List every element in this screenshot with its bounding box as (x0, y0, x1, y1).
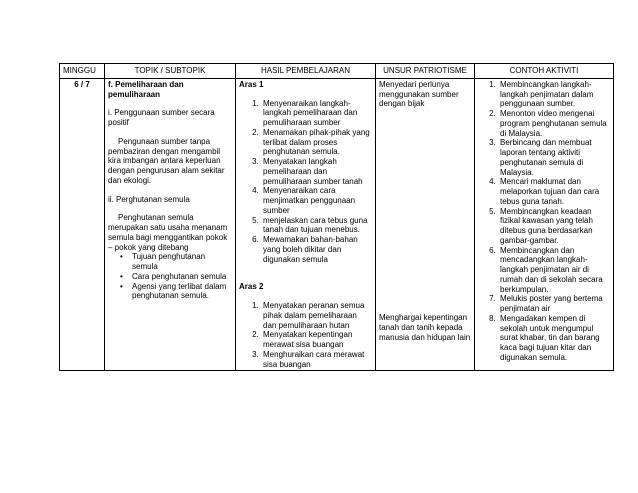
list-item: 4. Mencari maklumat dan melaporkan tujuan dan cara tebus guna tanah. (498, 177, 610, 206)
list-item: 6. Mewamakan bahan-bahan yang boleh dikitar dan digunakan semula (261, 235, 372, 264)
aras-2-label: Aras 2 (239, 282, 264, 292)
topik-bullet-list (108, 252, 232, 301)
list-item: 2. Menonton video mengenai program penghutanan semula di Malaysia. (498, 109, 610, 138)
hasil-cell (236, 78, 376, 371)
aras-2-list (239, 301, 372, 369)
list-item: 3. Menghuraikan cara merawat sisa buangan (261, 350, 372, 370)
unsur-text-2: Menghargai kepentingan tanah dan tanih kepada manusia dan hidupan lain (379, 313, 471, 342)
list-item: • Tujuan penghutanan semula (120, 252, 206, 271)
subtopic-2-title: ii. Perghutanan semula (108, 194, 190, 204)
list-item: 5. Membincangkan keadaan fizikal kawasan yang telah ditebus guna berdasarkan gambar-gambar. (498, 207, 610, 246)
subtopic-1-title: i. Penggunaan sumber secara positif (108, 108, 215, 127)
aktiviti-cell (475, 78, 614, 371)
list-item: 8. Mengadakan kempen di sekolah untuk mengumpul surat khabar, tin dan barang kaca bagi tujuan kitar dan digunakan semula. (498, 314, 610, 363)
unsur-cell (376, 78, 475, 371)
list-item: 2. Menyatakan kepentingan merawat sisa buangan (261, 330, 372, 350)
list-item: 1. Membincangkan langkah-langkah penjimatan dalam penggunaan sumber. (498, 80, 610, 109)
minggu-cell: 6 / 7 (60, 78, 105, 371)
list-item: 3. Berbincang dan membuat laporan tentang aktiviti penghutanan semula di Malaysia. (498, 138, 610, 177)
list-item: 5. menjelaskan cara tebus guna tanah dan tujuan menebus. (261, 216, 372, 236)
topik-title: f. Pemeliharaan dan pemuliharaan (108, 79, 184, 99)
subtopic-2-text: Penghutanan semula merupakan satu usaha menanam semula bagi menggantikan pokok – pokok yang ditebang (108, 213, 228, 252)
syllabus-table (59, 63, 614, 371)
aktiviti-list (478, 80, 610, 363)
list-item: 2. Menamakan pihak-pihak yang terlibat dalam proses penghutanan semula. (261, 128, 372, 157)
table-row (60, 78, 614, 371)
list-item: 1. Menyenaraikan langkah-langkah pemeliharaan dan pemuliharaan sumber (261, 99, 372, 128)
header-row (60, 64, 614, 79)
header-unsur: UNSUR PATRIOTISME (376, 64, 475, 79)
list-item: 6. Membincangkan dan mencadangkan langkah-langkah penjimatan air di rumah dan di sekolah secara berkumpulan. (498, 246, 610, 295)
list-item: • Agensi yang terlibat dalam penghutanan semula. (120, 281, 227, 301)
header-hasil: HASIL PEMBELAJARAN (236, 64, 376, 79)
list-item: • Cara penghutanan semula (120, 271, 227, 281)
header-minggu: MINGGU (60, 64, 105, 79)
header-topik: TOPIK / SUBTOPIK (105, 64, 236, 79)
header-aktiviti: CONTOH AKTIVITI (475, 64, 614, 79)
list-item: 1. Menyatakan peranan semua pihak dalam pemeliharaan dan pemuliharaan hutan (261, 301, 372, 330)
list-item: 4. Menyenaraikan cara menjimatkan penggunaan sumber (261, 186, 372, 215)
topik-cell (105, 78, 236, 371)
unsur-text-1: Menyedari perlunya menggunakan sumber dengan bijak (379, 79, 459, 109)
subtopic-1-text: Pengunaan sumber tanpa pembaziran dengan mengambil kira imbangan antara keperluan dengan pengurusan alam sekitar dan ekologi. (108, 136, 225, 185)
aras-1-list (239, 99, 372, 265)
aras-1-label: Aras 1 (239, 79, 264, 89)
list-item: 3. Menyatakan langkah pemeliharaan dan pemuliharaan sumber tanah (261, 157, 372, 186)
list-item: 7. Melukis poster yang bertema penjimatan air (498, 294, 610, 314)
